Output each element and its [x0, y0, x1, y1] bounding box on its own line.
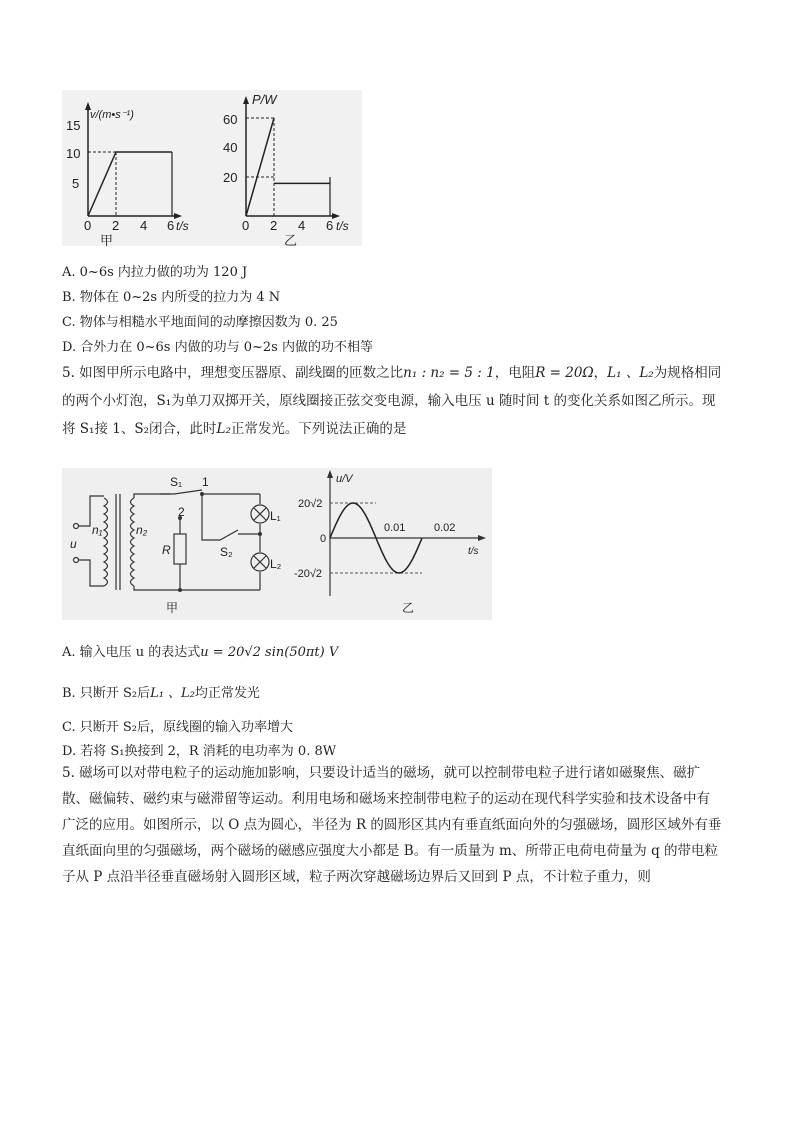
y-tick-60: 60: [223, 112, 238, 127]
resistance-formula: R = 20Ω: [535, 365, 594, 381]
q5-option-d: D. 若将 S₁换接到 2，R 消耗的电功率为 0. 8W: [62, 744, 337, 759]
q5-stem: [62, 359, 742, 443]
ratio-formula: n₁ : n₂ = 5 : 1: [403, 365, 495, 381]
tick-t001: 0.01: [384, 522, 406, 534]
x-axis-label: t/s: [176, 219, 189, 233]
node-1: [200, 492, 204, 496]
q6-line: 5. 磁场可以对带电粒子的运动施加影响，只要设计适当的磁场，就可以控制带电粒子进行诸如磁聚焦、磁扩: [62, 765, 701, 781]
label-s1: S₁: [170, 475, 183, 489]
x-axis-label: t/s: [336, 219, 349, 233]
caption-jia: 甲: [100, 233, 114, 248]
q6-line: 散、磁偏转、磁约束与磁滞留等运动。利用电场和磁场来控制带电粒子的运动在现代科学实验和技术设备中有: [62, 791, 710, 807]
label-l2: L₂: [270, 557, 282, 571]
y-tick-10: 10: [66, 146, 81, 161]
x-tick-6: 6: [167, 218, 175, 233]
label-u: u: [70, 537, 77, 551]
x-tick-2: 2: [112, 218, 120, 233]
q6-stem: [62, 760, 742, 890]
q6-line: 广泛的应用。如图所示，以 O 点为圆心，半径为 R 的圆形区其内有垂直纸面向外的匀强磁场，圆形区域外有垂: [62, 817, 722, 833]
tick-umin: -20√2: [294, 568, 323, 580]
caption-yi: 乙: [284, 233, 298, 248]
lamp-labels: L₁ 、L₂: [607, 365, 654, 381]
q5-line-1: 5. 如图甲所示电路中，理想变压器原、副线圈的匝数之比n₁ : n₂ = 5 : 1，电阻R = 20Ω，L₁ 、L₂为规格相同: [62, 365, 722, 381]
y-tick-5: 5: [72, 176, 80, 191]
q5-option-c: C. 只断开 S₂后，原线圈的输入功率增大: [62, 720, 293, 735]
y-tick-15: 15: [66, 118, 81, 133]
label-l1: L₁: [270, 509, 281, 523]
y-axis-label: v/(m•s⁻¹): [90, 109, 134, 121]
figure-circuit-wave: [62, 468, 494, 624]
formula-u: u = 20√2 sin(50πt) V: [200, 645, 339, 660]
label-pos1: 1: [202, 475, 209, 489]
y-tick-20: 20: [223, 170, 238, 185]
q4-option-d: D. 合外力在 0~6s 内做的功与 0~2s 内做的功不相等: [62, 340, 373, 355]
figure-jia-yi: [60, 88, 370, 252]
circuit-wave-svg: [62, 468, 494, 620]
node-bottom: [178, 588, 182, 592]
caption-yi: 乙: [402, 601, 415, 615]
label-n2: n₂: [136, 523, 148, 537]
u-axis-label: u/V: [336, 473, 353, 485]
q6-line: 子从 P 点沿半径垂直磁场射入圆形区域，粒子两次穿越磁场边界后又回到 P 点，不计粒子重力，则: [62, 869, 651, 885]
q4-option-c: C. 物体与相糙水平地面间的动摩擦因数为 0. 25: [62, 315, 338, 330]
x-tick-0: 0: [84, 218, 92, 233]
x-tick-0: 0: [242, 218, 250, 233]
label-s2: S₂: [220, 545, 233, 559]
tick-t002: 0.02: [434, 522, 456, 534]
q4-option-b: B. 物体在 0~2s 内所受的拉力为 4 N: [62, 290, 281, 305]
node-s2: [258, 532, 262, 536]
q5-line-2: 的两个小灯泡，S₁为单刀双掷开关，原线圈接正弦交变电源，输入电压 u 随时间 t 的变化关系如图乙所示。现: [62, 393, 716, 409]
x-tick-2: 2: [270, 218, 278, 233]
tick-umax: 20√2: [298, 498, 323, 510]
y-axis-label: P/W: [252, 92, 277, 107]
label-pos2: 2: [178, 505, 185, 519]
q5-line-3: 将 S₁接 1、S₂闭合，此时L₂正常发光。下列说法正确的是: [62, 421, 407, 437]
label-n1: n₁: [92, 523, 103, 537]
caption-jia: 甲: [166, 601, 179, 615]
q5-option-a: A. 输入电压 u 的表达式u = 20√2 sin(50πt) V: [62, 645, 339, 660]
q6-line: 直纸面向里的匀强磁场，两个磁场的磁感应强度大小都是 B。有一质量为 m、所带正电荷电荷量为 q 的带电粒: [62, 843, 719, 859]
scan-background: [62, 468, 492, 620]
y-tick-40: 40: [223, 140, 238, 155]
q4-option-a: A. 0~6s 内拉力做的功为 120 J: [62, 265, 248, 280]
graphs-svg: [60, 88, 370, 248]
t-axis-label: t/s: [468, 546, 479, 557]
x-tick-6: 6: [326, 218, 334, 233]
x-tick-4: 4: [298, 218, 306, 233]
q5-option-b: B. 只断开 S₂后L₁ 、L₂均正常发光: [62, 686, 260, 701]
label-r: R: [162, 543, 171, 557]
tick-zero: 0: [320, 533, 327, 545]
x-tick-4: 4: [140, 218, 148, 233]
